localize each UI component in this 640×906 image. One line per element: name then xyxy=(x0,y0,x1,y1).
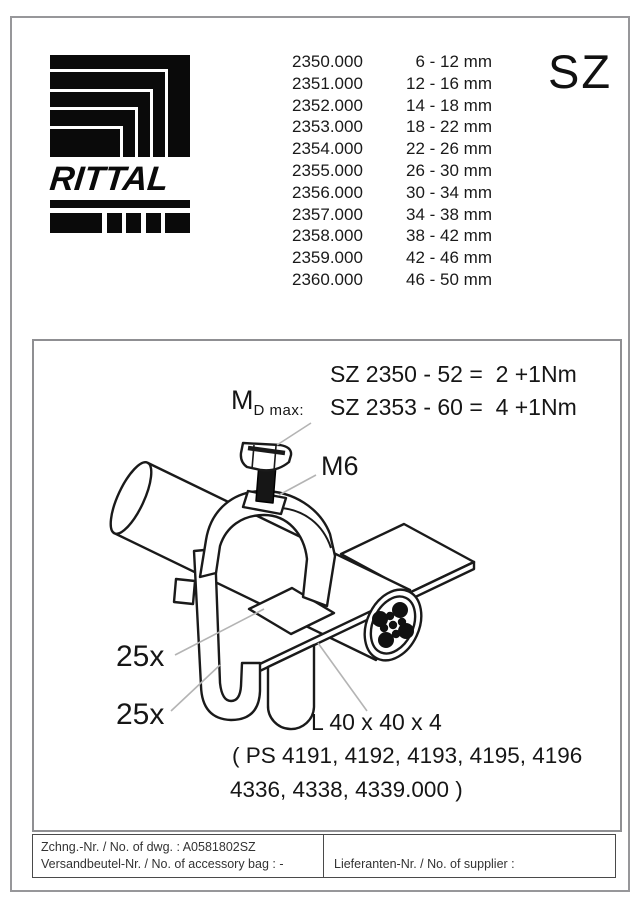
clamp-range: 34 - 38 mm xyxy=(406,204,492,224)
part-number: 2359.000 xyxy=(292,248,363,268)
logo-block xyxy=(107,213,122,233)
part-row xyxy=(292,73,492,95)
part-number: 2356.000 xyxy=(292,182,363,202)
title-block-right-cell xyxy=(324,835,615,877)
logo-blocks xyxy=(50,213,190,233)
clamp-range: 14 - 18 mm xyxy=(406,95,492,115)
accessory-bag-number: Versandbeutel-Nr. / No. of accessory bag : - xyxy=(41,856,284,871)
logo-block xyxy=(50,213,102,233)
part-row xyxy=(292,247,492,269)
part-number: 2352.000 xyxy=(292,95,363,115)
clamp-range: 46 - 50 mm xyxy=(406,269,492,289)
logo-underline xyxy=(50,200,190,208)
quantity-label-2: 25x xyxy=(116,698,165,731)
drawing-number: Zchng.-Nr. / No. of dwg. : A0581802SZ xyxy=(41,840,256,854)
clamp-range: 22 - 26 mm xyxy=(406,139,492,159)
supplier-number: Lieferanten-Nr. / No. of supplier : xyxy=(334,856,515,871)
clamp-range: 18 - 22 mm xyxy=(406,117,492,137)
part-row xyxy=(292,116,492,138)
logo-corner-line xyxy=(50,126,123,157)
screw-drawing xyxy=(241,443,291,514)
clamp-range: 30 - 34 mm xyxy=(406,182,492,202)
part-number: 2354.000 xyxy=(292,139,363,159)
clamp-range: 26 - 30 mm xyxy=(406,160,492,180)
clamp-range: 38 - 42 mm xyxy=(406,226,492,246)
part-number: 2358.000 xyxy=(292,226,363,246)
leader-line-m6 xyxy=(279,475,316,495)
part-row xyxy=(292,138,492,160)
profile-size-label: L 40 x 40 x 4 xyxy=(311,709,442,735)
logo-block xyxy=(165,213,190,233)
clamp-range: 6 - 12 mm xyxy=(415,52,492,71)
logo-block xyxy=(126,213,141,233)
leader-line-torque xyxy=(277,423,311,445)
clamp-range: 42 - 46 mm xyxy=(406,248,492,268)
part-row xyxy=(292,225,492,247)
drawing-box xyxy=(32,339,622,832)
torque-symbol-subscript: D max: xyxy=(253,402,305,419)
ps-reference-line1: ( PS 4191, 4192, 4193, 4195, 4196 xyxy=(232,743,583,768)
part-number: 2353.000 xyxy=(292,117,363,137)
torque-spec-line1: SZ 2350 - 52 = 2 +1Nm xyxy=(330,361,577,387)
logo-wordmark: RITTAL xyxy=(48,160,171,198)
product-code: SZ xyxy=(548,45,613,98)
part-number: 2360.000 xyxy=(292,269,363,289)
part-number: 2350.000 xyxy=(292,52,363,71)
document-page xyxy=(10,16,630,892)
part-row xyxy=(292,51,492,73)
clamp-range: 12 - 16 mm xyxy=(406,73,492,93)
logo-block xyxy=(146,213,161,233)
rittal-logo xyxy=(50,55,190,233)
part-number: 2351.000 xyxy=(292,73,363,93)
part-row xyxy=(292,204,492,226)
part-row xyxy=(292,269,492,291)
screw-size-label: M6 xyxy=(321,451,359,481)
ps-reference-line2: 4336, 4338, 4339.000 ) xyxy=(230,777,463,802)
torque-spec-line2: SZ 2353 - 60 = 4 +1Nm xyxy=(330,394,577,420)
title-block-left-cell xyxy=(33,835,324,877)
part-number: 2355.000 xyxy=(292,160,363,180)
part-row xyxy=(292,95,492,117)
parts-table xyxy=(292,51,492,291)
part-row xyxy=(292,182,492,204)
torque-symbol: M xyxy=(231,385,254,415)
part-row xyxy=(292,160,492,182)
rittal-corner-icon xyxy=(50,55,190,157)
torque-symbol-label xyxy=(231,385,304,419)
part-number: 2357.000 xyxy=(292,204,363,224)
quantity-label-1: 25x xyxy=(116,640,165,673)
title-block xyxy=(32,834,616,878)
